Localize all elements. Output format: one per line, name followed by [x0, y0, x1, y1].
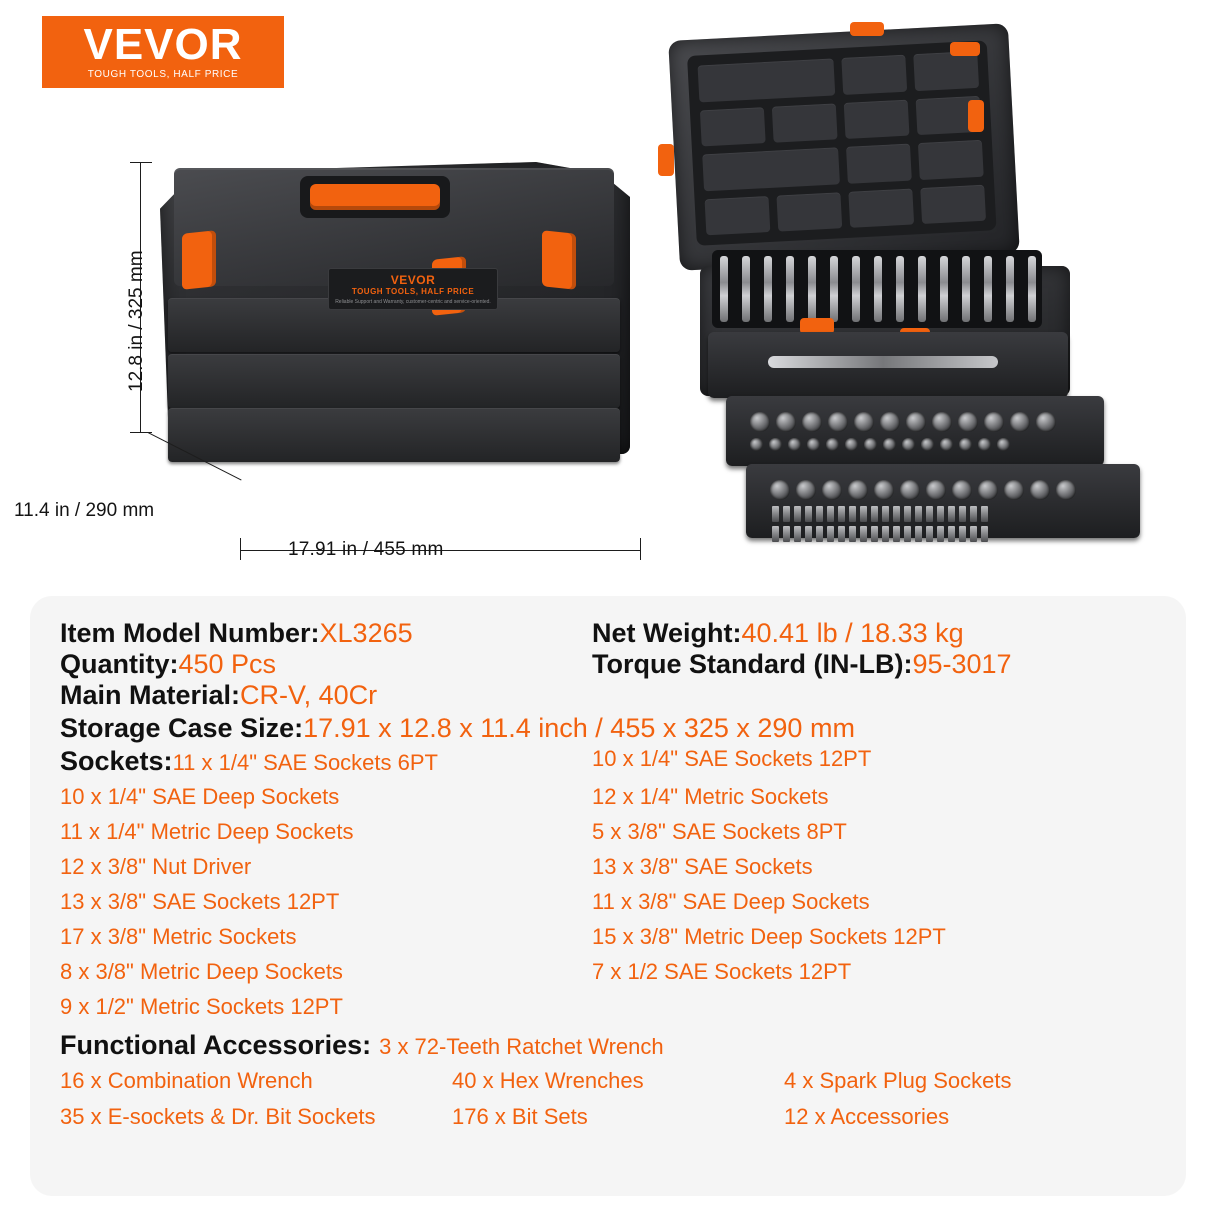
product-illustrations — [0, 0, 1214, 590]
height-dimension-label: 12.8 in / 325 mm — [126, 250, 147, 392]
specification-panel — [30, 596, 1186, 1196]
width-tick-left — [240, 538, 241, 560]
width-dimension-label: 17.91 in / 455 mm — [288, 539, 444, 560]
list-item: 12 x Accessories — [784, 1104, 950, 1129]
lid-latch — [968, 100, 984, 132]
lid-cell — [705, 196, 771, 236]
logo-wordmark: VEVOR — [83, 20, 243, 69]
case-brand-fine: Reliable Support and Warranty, customer-centric and service-oriented. — [335, 299, 491, 305]
spec-row-model-weight — [60, 618, 1156, 649]
list-item: 5 x 3/8" SAE Sockets 8PT — [592, 819, 847, 844]
ratchet-wrench — [768, 356, 998, 368]
spec-row-case-size — [60, 713, 1156, 744]
height-tick-top — [130, 162, 152, 163]
socket-row — [770, 480, 1076, 500]
lid-latch — [658, 144, 674, 176]
open-case-lid — [668, 23, 1020, 270]
sockets-heading-row — [60, 746, 1156, 777]
sockets-first-item-right: 10 x 1/4" SAE Sockets 12PT — [592, 746, 872, 771]
logo-tagline: TOUGH TOOLS, HALF PRICE — [87, 69, 239, 80]
lid-cell — [918, 140, 984, 180]
sockets-label: Sockets: — [60, 746, 173, 776]
case-brand-sub: TOUGH TOOLS, HALF PRICE — [351, 287, 475, 296]
case-brand-name: VEVOR — [390, 273, 436, 287]
list-item: 9 x 1/2" Metric Sockets 12PT — [60, 994, 343, 1019]
socket-row — [750, 412, 1056, 432]
list-item: 4 x Spark Plug Sockets — [784, 1068, 1012, 1093]
lid-cell — [846, 144, 912, 184]
material-value: CR-V, 40Cr — [240, 680, 378, 710]
accessories-heading-row — [60, 1030, 1156, 1061]
quantity-value: 450 Pcs — [178, 649, 277, 679]
spec-row-material — [60, 680, 1156, 711]
lid-cell — [776, 192, 842, 232]
model-value: XL3265 — [319, 618, 413, 648]
torque-label: Torque Standard (IN-LB): — [592, 649, 913, 679]
lid-cell — [698, 58, 836, 102]
lid-cell — [848, 188, 914, 228]
list-item: 40 x Hex Wrenches — [452, 1068, 644, 1093]
accessories-col-1 — [60, 1063, 452, 1135]
torque-value: 95-3017 — [912, 649, 1012, 679]
list-item: 8 x 3/8" Metric Deep Sockets — [60, 959, 343, 984]
list-item: 17 x 3/8" Metric Sockets — [60, 924, 297, 949]
socket-row — [750, 438, 1010, 451]
lid-cell — [844, 99, 910, 139]
bit-row — [772, 506, 988, 522]
sockets-first-item: 11 x 1/4" SAE Sockets 6PT — [172, 750, 438, 775]
accessories-first-item: 3 x 72-Teeth Ratchet Wrench — [379, 1034, 664, 1059]
lid-cell — [702, 147, 840, 191]
list-item: 11 x 1/4" Metric Deep Sockets — [60, 819, 354, 844]
weight-label: Net Weight: — [592, 618, 742, 648]
width-tick-right — [640, 538, 641, 560]
closed-tool-case-illustration — [160, 140, 630, 460]
weight-value: 40.41 lb / 18.33 kg — [741, 618, 964, 648]
list-item: 12 x 1/4" Metric Sockets — [592, 784, 829, 809]
spec-row-quantity-torque — [60, 649, 1156, 680]
open-tool-case-illustration — [650, 14, 1190, 586]
case-size-value: 17.91 x 12.8 x 11.4 inch / 455 x 325 x 290 mm — [303, 713, 855, 743]
lid-cell — [772, 103, 838, 143]
lid-latch — [950, 42, 980, 56]
case-brand-plate — [328, 268, 498, 310]
case-handle — [310, 184, 440, 210]
depth-dimension-label: 11.4 in / 290 mm — [14, 500, 155, 521]
list-item: 7 x 1/2 SAE Sockets 12PT — [592, 959, 852, 984]
list-item: 10 x 1/4" SAE Deep Sockets — [60, 784, 340, 809]
case-size-label: Storage Case Size: — [60, 713, 304, 743]
sockets-list-right — [592, 779, 1124, 1024]
lid-latch — [850, 22, 884, 36]
sockets-list — [60, 779, 1156, 1024]
case-latch — [182, 230, 216, 290]
wrench-tray — [712, 250, 1042, 328]
lid-cell — [920, 184, 986, 224]
list-item: 13 x 3/8" SAE Sockets — [592, 854, 813, 879]
case-drawer — [168, 408, 620, 462]
lid-cell — [841, 55, 907, 95]
bit-row — [772, 526, 988, 542]
quantity-label: Quantity: — [60, 649, 179, 679]
list-item: 176 x Bit Sets — [452, 1104, 588, 1129]
accessories-col-3 — [784, 1063, 1116, 1135]
accessories-label: Functional Accessories: — [60, 1030, 372, 1060]
lid-cell — [913, 51, 979, 91]
list-item: 12 x 3/8" Nut Driver — [60, 854, 252, 879]
list-item: 15 x 3/8" Metric Deep Sockets 12PT — [592, 924, 946, 949]
case-drawer — [168, 354, 620, 408]
sockets-list-left — [60, 779, 592, 1024]
material-label: Main Material: — [60, 680, 241, 710]
list-item: 13 x 3/8" SAE Sockets 12PT — [60, 889, 340, 914]
list-item: 11 x 3/8" SAE Deep Sockets — [592, 889, 870, 914]
lid-organizer-grid — [687, 40, 997, 245]
model-label: Item Model Number: — [60, 618, 320, 648]
accessories-list — [60, 1063, 1156, 1135]
accessories-col-2 — [452, 1063, 784, 1135]
case-latch — [542, 230, 576, 290]
lid-cell — [700, 107, 766, 147]
list-item: 16 x Combination Wrench — [60, 1068, 313, 1093]
list-item: 35 x E-sockets & Dr. Bit Sockets — [60, 1104, 376, 1129]
